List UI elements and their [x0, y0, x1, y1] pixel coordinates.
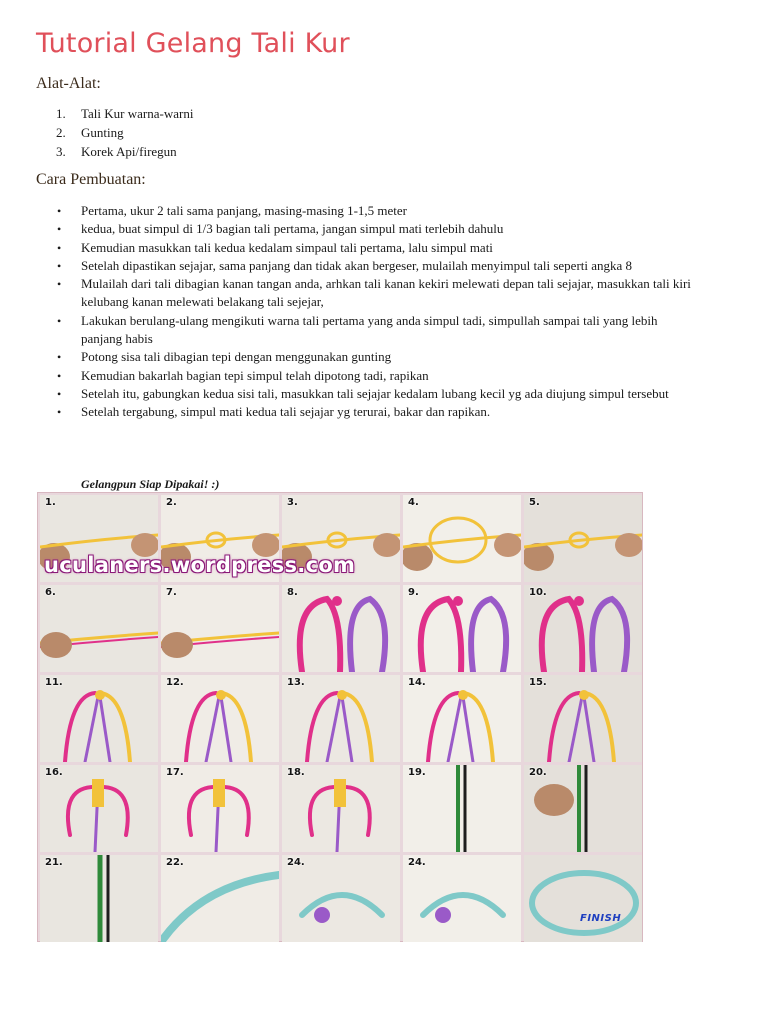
step-number-label: 2. [166, 497, 177, 508]
step-item [36, 202, 696, 220]
tools-item [36, 142, 193, 161]
step-photo-illustration [282, 855, 400, 942]
step-number-label: 18. [287, 767, 305, 778]
step-photo [282, 585, 400, 672]
step-photo [524, 855, 642, 942]
step-photo-illustration [403, 675, 521, 762]
step-photo-illustration [40, 585, 158, 672]
tools-item-text: Gunting [81, 125, 124, 140]
step-number-label: 24. [408, 857, 426, 868]
step-photo [524, 675, 642, 762]
step-photo-illustration [40, 765, 158, 852]
step-number-label: 8. [287, 587, 298, 598]
step-photo [282, 765, 400, 852]
step-photo-illustration [524, 765, 642, 852]
step-photo-illustration [403, 495, 521, 582]
step-number-label: 3. [287, 497, 298, 508]
step-number-label: 6. [45, 587, 56, 598]
step-photo [161, 855, 279, 942]
step-item [36, 312, 696, 349]
step-photo [40, 855, 158, 942]
watermark-text: uculaners.wordpress.com [44, 553, 356, 577]
step-item [36, 257, 696, 275]
step-photo [161, 765, 279, 852]
bullet-icon: • [57, 222, 62, 237]
step-number-label: 19. [408, 767, 426, 778]
bullet-icon: • [57, 386, 62, 401]
step-text: Kemudian masukkan tali kedua kedalam simpaul tali pertama, lalu simpul mati [81, 239, 493, 255]
step-photo-illustration [403, 765, 521, 852]
step-number-label: 14. [408, 677, 426, 688]
step-item [36, 239, 696, 257]
tools-item-number: 3. [56, 144, 66, 159]
step-photo-illustration [524, 675, 642, 762]
step-item [36, 403, 696, 421]
step-number-label: 5. [529, 497, 540, 508]
step-photo-illustration [40, 855, 158, 942]
bullet-icon: • [57, 240, 62, 255]
tools-item-number: 2. [56, 125, 66, 140]
step-item [36, 220, 696, 238]
step-photo [40, 585, 158, 672]
bullet-icon: • [57, 258, 62, 273]
step-number-label: 22. [166, 857, 184, 868]
step-text: Pertama, ukur 2 tali sama panjang, masing-masing 1-1,5 meter [81, 203, 407, 218]
step-photo-illustration [524, 495, 642, 582]
step-photo-illustration [524, 855, 642, 942]
step-number-label: 1. [45, 497, 56, 508]
step-text: Mulailah dari tali dibagian kanan tangan anda, arhkan tali kanan kekiri melewati depan tali sejajar, masukkan tali kiri kelubang kanan melewati belakang tali sejejar, [81, 276, 691, 310]
step-photo-illustration [282, 585, 400, 672]
tools-item [36, 123, 193, 142]
step-photo [161, 675, 279, 762]
step-text: Setelah dipastikan sejajar, sama panjang dan tidak akan bergeser, mulailah menyimpul tali seperti angka 8 [81, 257, 633, 273]
step-photo [282, 855, 400, 942]
steps-heading: Cara Pembuatan: [36, 171, 146, 188]
step-number-label: 13. [287, 677, 305, 688]
step-photo-illustration [161, 675, 279, 762]
step-photo [403, 585, 521, 672]
step-photo-illustration [282, 675, 400, 762]
steps-list [36, 202, 696, 422]
step-photo-illustration [161, 765, 279, 852]
step-photo [524, 585, 642, 672]
bullet-icon: • [57, 313, 62, 328]
tools-item-text: Korek Api/firegun [81, 144, 177, 159]
step-number-label: 12. [166, 677, 184, 688]
step-number-label: 10. [529, 587, 547, 598]
image-caption: Gelangpun Siap Dipakai! :) [81, 477, 220, 491]
step-number-label: 20. [529, 767, 547, 778]
step-photo [524, 765, 642, 852]
step-item [36, 367, 696, 385]
step-number-label: 7. [166, 587, 177, 598]
step-photo [403, 765, 521, 852]
step-number-label: 11. [45, 677, 63, 688]
step-number-label: 24. [287, 857, 305, 868]
step-number-label: 21. [45, 857, 63, 868]
page-title: Tutorial Gelang Tali Kur [36, 28, 350, 59]
bullet-icon: • [57, 204, 62, 218]
step-number-label: 9. [408, 587, 419, 598]
step-text: Potong sisa tali dibagian tepi dengan menggunakan gunting [81, 349, 392, 365]
step-photo [403, 675, 521, 762]
step-photo [40, 765, 158, 852]
step-photo-illustration [282, 765, 400, 852]
step-text: kedua, buat simpul di 1/3 bagian tali pertama, jangan simpul mati terlebih dahulu [81, 221, 504, 237]
step-number-label: 17. [166, 767, 184, 778]
tools-item-number: 1. [56, 106, 66, 121]
tools-list [36, 104, 193, 161]
step-text: Kemudian bakarlah bagian tepi simpul telah dipotong tadi, rapikan [81, 367, 429, 383]
bullet-icon: • [57, 405, 62, 420]
finish-label: FINISH [580, 913, 622, 924]
step-item [36, 385, 696, 403]
step-photo-illustration [524, 585, 642, 672]
step-text: Setelah itu, gabungkan kedua sisi tali, masukkan tali sejajar kedalam lubang kecil yg ada diujung simpul tersebut [81, 385, 669, 401]
tools-item [36, 104, 193, 123]
step-photo [40, 675, 158, 762]
step-photo-illustration [161, 585, 279, 672]
step-photo-illustration [161, 855, 279, 942]
step-item [36, 348, 696, 366]
step-photo [524, 495, 642, 582]
step-number-label: 15. [529, 677, 547, 688]
step-photo-illustration [403, 855, 521, 942]
step-photo [161, 585, 279, 672]
step-number-label: 4. [408, 497, 419, 508]
step-text: Setelah tergabung, simpul mati kedua tali sejajar yg terurai, bakar dan rapikan. [81, 404, 491, 420]
tools-heading: Alat-Alat: [36, 75, 101, 92]
tools-item-text: Tali Kur warna-warni [81, 106, 194, 121]
bullet-icon: • [57, 368, 62, 383]
step-photo-illustration [40, 675, 158, 762]
step-photo [403, 855, 521, 942]
bullet-icon: • [57, 277, 62, 292]
step-photo [403, 495, 521, 582]
step-photo [282, 675, 400, 762]
step-item [36, 275, 696, 312]
bullet-icon: • [57, 350, 62, 365]
step-number-label: 16. [45, 767, 63, 778]
step-text: Lakukan berulang-ulang mengikuti warna tali pertama yang anda simpul tadi, simpullah sampai tali yang lebih panjang habis [81, 312, 658, 347]
step-photo-illustration [403, 585, 521, 672]
